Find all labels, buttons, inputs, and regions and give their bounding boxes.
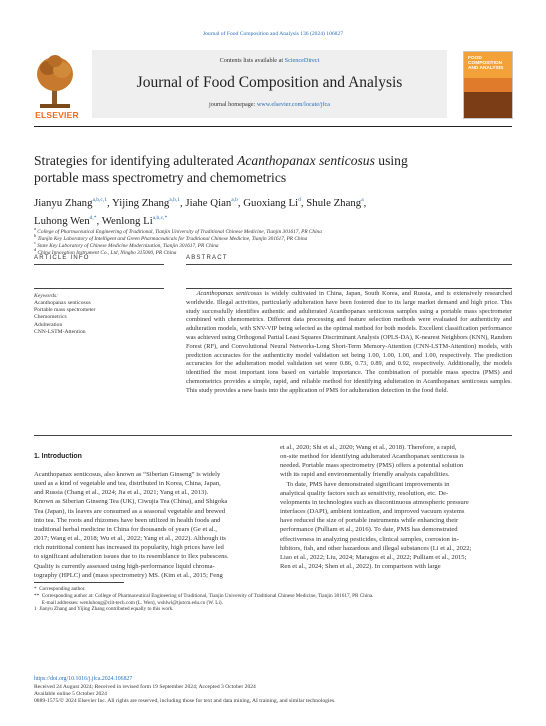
- author-list: [34, 193, 504, 229]
- footnote-line: * Corresponding author.: [34, 586, 86, 592]
- date-line: Available online 5 October 2024: [34, 691, 107, 697]
- intro-right-column: [280, 443, 512, 571]
- text-line: Ren et al., 2024; Shen et al., 2022). In comparison with large: [280, 563, 441, 571]
- author-name[interactable]: Jiahe Qian: [185, 197, 232, 209]
- article-dates: [34, 684, 512, 705]
- text-line: Tea (Japan), its leaves are consumed as a seasonal vegetable and brewed: [34, 507, 226, 515]
- author-line-1: [34, 193, 504, 211]
- cover-title: FOOD COMPOSITION AND ANALYSIS: [468, 56, 504, 72]
- text-line: et al., 2020; Shi et al., 2020; Wang et al., 2018). Therefore, a rapid,: [280, 444, 457, 451]
- text-line: tography (HPLC) and (mass spectrometry) MS. (Kim et al., 2015; Feng: [34, 571, 223, 579]
- keyword-item: Acanthopanax senticosus: [34, 300, 91, 306]
- homepage-prefix: journal homepage:: [209, 101, 257, 108]
- title-part: using: [374, 153, 408, 168]
- author-name[interactable]: Luhong Wen: [34, 215, 90, 227]
- footnote-rule: [34, 582, 124, 583]
- author-affiliation-marker[interactable]: a,b: [231, 197, 238, 203]
- author-name[interactable]: Jianyu Zhang: [34, 197, 93, 209]
- author-affiliation-marker[interactable]: d: [298, 197, 301, 203]
- keyword-list: [34, 300, 174, 336]
- author-affiliation-marker[interactable]: a: [361, 197, 364, 203]
- author-separator: ,: [237, 197, 244, 209]
- title-line-2: portable mass spectrometry and chemometrics: [34, 170, 287, 185]
- journal-homepage-line: [92, 101, 447, 108]
- article-title: [34, 152, 504, 186]
- elsevier-tree-logo: [34, 52, 76, 112]
- contents-list-line: [92, 57, 447, 64]
- text-line: rich nutritional content has increased its popularity, high prices have led: [34, 544, 224, 552]
- author-separator: ,: [300, 197, 307, 209]
- article-info-rule: [34, 264, 164, 265]
- footnote-line: 1 Jianyu Zhang and Yijing Zhang contributed equally to this work.: [34, 606, 174, 613]
- cover-band-bottom: [464, 92, 512, 118]
- affiliation-item: [34, 246, 504, 257]
- abstract-rule: [186, 264, 512, 265]
- author-affiliation-marker[interactable]: a,b,c,*: [152, 215, 168, 221]
- text-line: Acanthopanax senticosus, also known as “Siberian Ginseng” is widely: [34, 471, 221, 478]
- author-name[interactable]: Yijing Zhang: [112, 197, 170, 209]
- journal-title: Journal of Food Composition and Analysis: [136, 74, 403, 91]
- text-line: used as a kind of vegetable and tea, distributed in Korea, China, Japan,: [34, 480, 221, 488]
- author-separator: ,: [107, 197, 112, 209]
- date-line: 0889-1575/© 2024 Elsevier Inc. All rights are reserved, including those for text and data mining, AI training, and similar technologies.: [34, 698, 336, 704]
- contents-prefix: Contents lists available at: [219, 57, 285, 64]
- text-line: Quality is currently assessed using high-performance liquid chroma-: [34, 562, 215, 570]
- affiliation-marker: a: [34, 226, 36, 231]
- author-separator: ,: [363, 197, 367, 209]
- publisher-name: ELSEVIER: [35, 110, 79, 120]
- author-affiliation-marker[interactable]: a,b,c,1: [92, 197, 107, 203]
- text-line: 2017; Wang et al., 2018; Wu et al., 2022; Yang et al., 2022). Although its: [34, 535, 226, 543]
- affiliation-marker: b: [34, 233, 37, 238]
- author-separator: ,: [179, 197, 186, 209]
- text-line: To date, PMS have demonstrated significant improvements in: [280, 480, 450, 488]
- text-line: Liao et al., 2022; Liu, 2024; Maragos et al., 2022; Pulliam et al., 2015;: [280, 553, 467, 561]
- abstract-bottom-rule: [34, 435, 512, 436]
- footnotes: [34, 586, 512, 613]
- abstract-top-rule: [186, 288, 512, 289]
- keyword-item: Portable mass spectrometer: [34, 307, 96, 314]
- text-line: velopments in technologies such as discontinuous atmospheric pressure: [280, 498, 469, 506]
- header-rule: [34, 126, 512, 127]
- text-line: effectiveness in analyzing pesticides, clinical samples, corrosion in-: [280, 535, 459, 543]
- article-info-heading: ARTICLE INFO: [34, 255, 90, 261]
- keyword-item: Adulteration: [34, 321, 63, 328]
- sciencedirect-link[interactable]: ScienceDirect: [284, 57, 320, 64]
- title-italic-part: Acanthopanax senticosus: [237, 153, 375, 168]
- affiliation-text: College of Pharmaceutical Engineering of Traditional, Tianjin University of Traditional Chinese Medicine, Tianjin 301617, PR China: [35, 228, 322, 235]
- text-line: to significant adulteration issues due to its resemblance to Ilex pubescens.: [34, 553, 229, 561]
- author-affiliation-marker[interactable]: a,b,1: [169, 197, 180, 203]
- affiliation-text: Tianjin Key Laboratory of Intelligent and Green Pharmaceuticals for Traditional Chinese Medicine, Tianjin 301617, PR China: [36, 235, 308, 242]
- text-line: into tea. The roots and rhizomes have been utilized in health foods and: [34, 516, 221, 524]
- text-line: analytical quality factors such as sensitivity, resolution, etc. De-: [280, 489, 449, 497]
- date-line: Received 24 August 2024; Received in revised form 19 September 2024; Accepted 3 October 2024: [34, 684, 256, 690]
- keyword-item: Chemometrics: [34, 314, 67, 321]
- keywords-rule: [34, 288, 164, 289]
- author-name[interactable]: Shule Zhang: [306, 197, 362, 209]
- abstract-heading: ABSTRACT: [186, 255, 228, 261]
- author-name[interactable]: Wenlong Li: [101, 215, 153, 227]
- author-separator: ,: [96, 215, 102, 227]
- abstract-body: is widely cultivated in China, Japan, South Korea, and Russia, and is extensively researched worldwide. Illegal activities, particularly adulteration have been fostered due to its large market demand and high price. This study successfully identifies authentic and adulterated Acanthopanax senticosus samples using a portable mass spectrometer combined with chemometrics. Different data processing and feature selection methods were evaluated for authenticity and adulteration models, with SNV-VIP being selected as the optimal method for both models. Excellent classification performance was achieved using Orthogonal Partial Least Squares Discriminant Analysis (OPLS-DA), K-nearest Neighbors (KNN), Random Forest (RF), and Convolutional Neural Networks-Long Short-Term Memory-Attention (CNN-LSTM-Attention) models, with prediction accuracies for the authenticity model validation set being 1.00, 1.00, 1.00, and 1.00, respectively. The prediction accuracies for the adulteration model validation set were 0.86, 0.73, 0.89, and 0.92, respectively. Additionally, the models identified the most important ions based on variable importance. The combination of portable mass spectra (PMS) and chemometrics provides a simple, rapid, and reliable method for identifying adulteration in Acanthopanax senticosus samples. This study provides a new basis into the application of PMS for adulteration detection in the food field.: [186, 290, 513, 394]
- abstract-text: [186, 290, 512, 396]
- affiliation-text: State Key Laboratory of Chinese Medicine Modernization, Tianjin 301617, PR China: [35, 242, 219, 249]
- text-line: with its rapid and environmentally friendly analysis capabilities.: [280, 471, 450, 479]
- abstract-lead: Acanthopanax senticosus: [196, 290, 262, 297]
- text-line: interfaces (DAPI), ambient ionization, and improved vacuum systems: [280, 508, 465, 516]
- affiliation-marker: c: [34, 240, 36, 245]
- text-line: performance (Pulliam et al., 2016). To date, PMS has demonstrated: [280, 526, 458, 534]
- journal-cover-thumbnail[interactable]: [463, 51, 513, 119]
- text-line: have reduced the size of portable instruments while enhancing their: [280, 517, 459, 525]
- text-line: Known as Siberian Ginseng Tea (UK), Ciwujia Tea (China), and Shigoka: [34, 498, 228, 506]
- intro-left-column: [34, 470, 266, 580]
- text-line: traditional herbal medicine in China for thousands of years (Ge et al.,: [34, 525, 217, 533]
- footnote-line: ** Corresponding author at: College of Pharmaceutical Engineering of Traditional, Tianjin University of Traditional Chinese Medicine, Tianjin 301617, PR China.: [34, 592, 374, 599]
- footnote-line: E-mail addresses: wenluhong@ciit-tech.com (L. Wen), wshlwl@tjutcm.edu.cn (W. Li).: [34, 599, 223, 606]
- author-name[interactable]: Guoxiang Li: [243, 197, 299, 209]
- journal-reference[interactable]: Journal of Food Composition and Analysis 136 (2024) 106827: [202, 31, 344, 37]
- affiliation-marker: d: [34, 247, 37, 252]
- section-heading-introduction: 1. Introduction: [34, 453, 82, 460]
- text-line: needed. Portable mass spectrometry (PMS) offers a potential solution: [280, 462, 464, 470]
- affiliation-text: China Innovation Instrument Co., Ltd, Ningbo 315000, PR China: [36, 249, 177, 256]
- doi-link[interactable]: https://doi.org/10.1016/j.jfca.2024.106827: [34, 676, 133, 682]
- text-line: and Russia (Chang et al., 2024; Jia et al., 2021; Yang et al., 2013).: [34, 489, 209, 497]
- title-part: Strategies for identifying adulterated: [34, 153, 238, 168]
- keywords-label: Keywords:: [34, 293, 59, 299]
- author-affiliation-marker[interactable]: d,*: [89, 215, 97, 221]
- keyword-item: CNN-LSTM-Attention: [34, 328, 86, 335]
- text-line: on-site method for identifying adulterated Acanthopanax senticosus is: [280, 453, 465, 461]
- homepage-link[interactable]: www.elsevier.com/locate/jfca: [256, 101, 330, 108]
- text-line: hibitors, fish, and other hazardous and illegal substances (Li et al., 2022;: [280, 544, 472, 552]
- title-line-1: [34, 152, 504, 169]
